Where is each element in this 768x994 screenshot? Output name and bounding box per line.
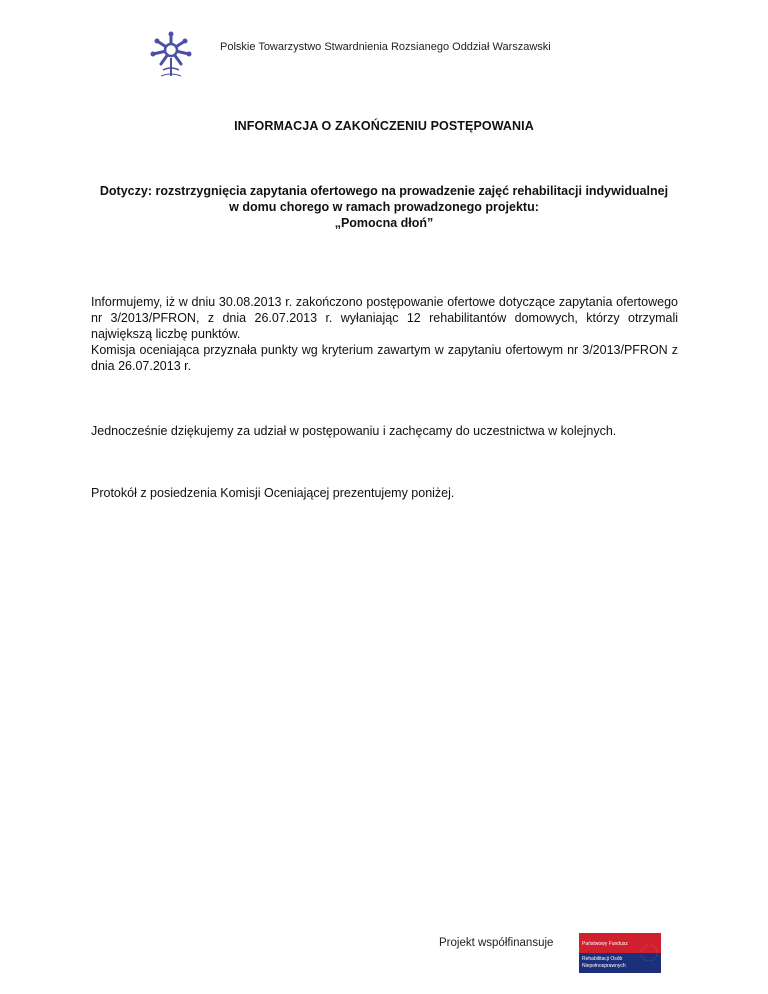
pfron-logo-line2: Rehabilitacji Osób bbox=[582, 956, 623, 962]
paragraph-committee: Komisja oceniająca przyznała punkty wg kryterium zawartym w zapytaniu ofertowym nr 3/2013/PFRON z dnia 26.07.2013 r. bbox=[91, 343, 678, 373]
cofinancing-label: Projekt współfinansuje bbox=[439, 937, 554, 949]
pfron-logo-line3: Niepełnosprawnych bbox=[582, 963, 626, 969]
ms-society-star-icon bbox=[147, 30, 195, 82]
subject-line-3: „Pomocna dłoń” bbox=[334, 216, 434, 230]
pfron-logo bbox=[579, 933, 661, 973]
subject-line-2: w domu chorego w ramach prowadzonego projektu: bbox=[229, 200, 539, 214]
paragraph-announcement: Informujemy, iż w dniu 30.08.2013 r. zakończono postępowanie ofertowe dotyczące zapytania ofertowego nr 3/2013/PFRON, z dnia 26.07.2013 r. wyłaniając 12 rehabilitantów domowych, którzy otrzymali największą liczbę punktów. bbox=[91, 295, 678, 341]
document-title: INFORMACJA O ZAKOŃCZENIU POSTĘPOWANIA bbox=[234, 119, 534, 133]
pfron-logo-line1: Państwowy Fundusz bbox=[582, 941, 628, 947]
organization-name: Polskie Towarzystwo Stwardnienia Rozsianego Oddział Warszawski bbox=[220, 41, 551, 53]
paragraph-thanks: Jednocześnie dziękujemy za udział w postępowaniu i zachęcamy do uczestnictwa w kolejnych. bbox=[91, 424, 617, 438]
subject-block bbox=[60, 183, 708, 231]
subject-line-1: Dotyczy: rozstrzygnięcia zapytania ofertowego na prowadzenie zajęć rehabilitacji indywidualnej bbox=[99, 184, 669, 198]
paragraph-protocol: Protokół z posiedzenia Komisji Oceniającej prezentujemy poniżej. bbox=[91, 486, 455, 500]
